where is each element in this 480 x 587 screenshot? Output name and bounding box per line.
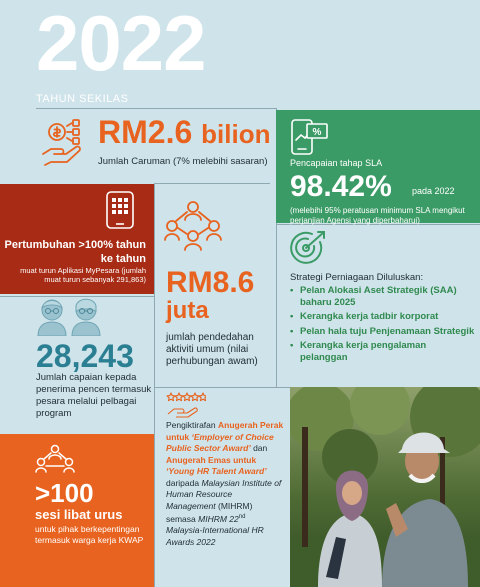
phone-percent-icon <box>290 118 330 156</box>
award-event: MIHRM 22 <box>198 513 239 524</box>
sla-year: pada 2022 <box>412 186 455 196</box>
divider <box>154 387 290 388</box>
pendedahan-desc: jumlah pendedahan aktiviti umum (nilai perhubungan awam) <box>166 332 258 367</box>
strategy-list <box>290 285 476 366</box>
award-gold: Anugerah Emas untuk <box>166 454 257 465</box>
stars-hand-icon <box>166 392 206 418</box>
libat-urus-value: >100 <box>35 478 94 508</box>
award-intro: Pengiktirafan <box>166 420 218 430</box>
network-people-icon <box>164 200 222 252</box>
mypesara-desc: muat turun Aplikasi MyPesara (jumlah muat turun sebanyak 291,863) <box>20 266 146 284</box>
sla-label: Pencapaian tahap SLA <box>290 158 383 168</box>
caruman-unit: bilion <box>201 119 271 149</box>
sla-panel <box>276 110 480 223</box>
award-silver: Anugerah Perak untuk <box>166 420 284 442</box>
list-item: • Kerangka kerja tadbir korporat <box>290 311 476 323</box>
divider <box>154 183 270 184</box>
award-during: (MIHRM) semasa <box>166 500 253 524</box>
pendedahan-value: RM8.6 <box>166 266 255 299</box>
list-item: • Pelan hala tuju Penjenamaan Strategik <box>290 326 476 338</box>
pesara-desc: Jumlah capaian kepada penerima pencen termasuk pesara melalui pelbagai program <box>36 372 152 419</box>
pendedahan-amount <box>166 268 254 324</box>
pendedahan-unit: juta <box>166 297 209 324</box>
libat-urus-panel <box>0 434 154 587</box>
award-event-sup: nd <box>238 514 246 520</box>
strategy-title: Strategi Perniagaan Diluluskan: <box>290 272 424 283</box>
elderly-couple-jogging-photo <box>290 387 480 587</box>
mobile-app-icon <box>104 190 136 230</box>
award-from: daripada <box>166 477 202 488</box>
award-silver-name: ‘Employer of Choice Public Sector Award’ <box>166 431 274 453</box>
caruman-amount <box>98 116 270 148</box>
elderly-couple-icon <box>34 296 104 336</box>
award-and: dan <box>250 443 268 453</box>
pesara-value: 28,243 <box>36 338 134 374</box>
list-item: • Pelan Alokasi Aset Strategik (SAA) baharu 2025 <box>290 285 476 308</box>
mypesara-headline: Pertumbuhan >100% tahun ke tahun <box>4 239 146 265</box>
caruman-value: RM2.6 <box>98 114 193 150</box>
libat-urus-desc: untuk pihak berkepentingan termasuk warga kerja KWAP <box>35 524 144 545</box>
svg-text:%: % <box>312 127 322 138</box>
sla-note: (melebihi 95% peratusan minimum SLA mengikut perjanjian Agensi yang diperbaharui) <box>290 206 465 225</box>
award-event-rest: Malaysia-International HR Awards 2022 <box>166 525 264 547</box>
list-item: • Kerangka kerja pengalaman pelanggan <box>290 340 476 363</box>
divider <box>36 108 276 109</box>
caruman-desc: Jumlah Caruman (7% melebihi sasaran) <box>98 156 268 167</box>
award-org: Malaysian Institute of Human Resource Management <box>166 477 282 511</box>
target-arrow-icon <box>288 228 330 268</box>
year-heading: 2022 <box>36 0 206 87</box>
libat-urus-label: sesi libat urus <box>35 507 123 522</box>
mypesara-panel <box>0 184 154 294</box>
hand-coins-icon <box>40 118 90 168</box>
award-gold-name: ‘Young HR Talent Award’ <box>166 466 267 476</box>
sla-value: 98.42% <box>290 170 392 203</box>
stakeholder-network-icon <box>35 444 75 476</box>
tagline: TAHUN SEKILAS <box>36 93 129 105</box>
award-text <box>166 420 284 548</box>
